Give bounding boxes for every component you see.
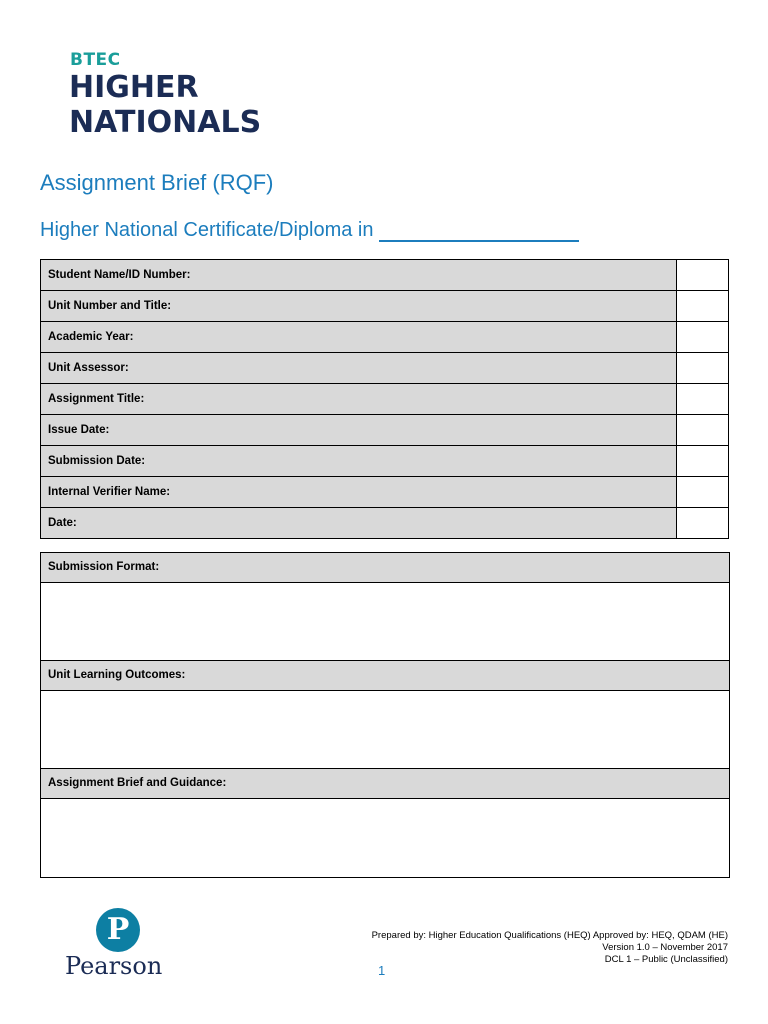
page-number: 1: [378, 963, 386, 978]
row-value-cell[interactable]: [677, 446, 729, 477]
row-value-cell[interactable]: [677, 353, 729, 384]
row-label: Issue Date:: [41, 415, 677, 446]
logo-nationals: NATIONALS: [69, 105, 262, 140]
page-subtitle: [40, 219, 579, 242]
row-label: Date:: [41, 508, 677, 539]
row-label: Student Name/ID Number:: [41, 260, 677, 291]
table-row: [41, 446, 729, 477]
table-row: [41, 477, 729, 508]
learning-outcomes-header: Unit Learning Outcomes:: [41, 661, 729, 691]
row-label: Assignment Title:: [41, 384, 677, 415]
row-label: Unit Number and Title:: [41, 291, 677, 322]
footer-prepared: Prepared by: Higher Education Qualifications (HEQ) Approved by: HEQ, QDAM (HE): [371, 930, 728, 941]
submission-format-body[interactable]: [41, 583, 729, 661]
footer-dcl: DCL 1 – Public (Unclassified): [604, 954, 728, 965]
subtitle-text: Higher National Certificate/Diploma in: [40, 219, 374, 241]
pearson-logo-icon: P: [96, 908, 140, 952]
table-row: [41, 384, 729, 415]
info-table: [40, 259, 729, 539]
row-label: Academic Year:: [41, 322, 677, 353]
table-row: [41, 260, 729, 291]
row-value-cell[interactable]: [677, 322, 729, 353]
row-value-cell[interactable]: [677, 415, 729, 446]
table-row: [41, 415, 729, 446]
row-label: Unit Assessor:: [41, 353, 677, 384]
row-value-cell[interactable]: [677, 260, 729, 291]
table-row: [41, 291, 729, 322]
submission-format-header: Submission Format:: [41, 553, 729, 583]
footer-info: [372, 930, 728, 966]
brief-guidance-header: Assignment Brief and Guidance:: [41, 769, 729, 799]
table-row: [41, 508, 729, 539]
table-row: [41, 322, 729, 353]
page-title: Assignment Brief (RQF): [40, 170, 274, 195]
brief-guidance-section: [40, 768, 730, 878]
pearson-wordmark: Pearson: [65, 952, 163, 980]
btec-logo-brand: BTEC: [70, 50, 121, 70]
row-value-cell[interactable]: [677, 477, 729, 508]
logo-higher: HIGHER: [69, 70, 199, 105]
row-value-cell[interactable]: [677, 508, 729, 539]
brief-guidance-body[interactable]: [41, 799, 729, 878]
table-row: [41, 353, 729, 384]
footer-version: Version 1.0 – November 2017: [602, 942, 728, 953]
learning-outcomes-section: [40, 660, 730, 769]
row-label: Internal Verifier Name:: [41, 477, 677, 508]
row-value-cell[interactable]: [677, 384, 729, 415]
submission-format-section: [40, 552, 730, 661]
learning-outcomes-body[interactable]: [41, 691, 729, 769]
row-label: Submission Date:: [41, 446, 677, 477]
subtitle-blank-line: [379, 221, 579, 242]
row-value-cell[interactable]: [677, 291, 729, 322]
